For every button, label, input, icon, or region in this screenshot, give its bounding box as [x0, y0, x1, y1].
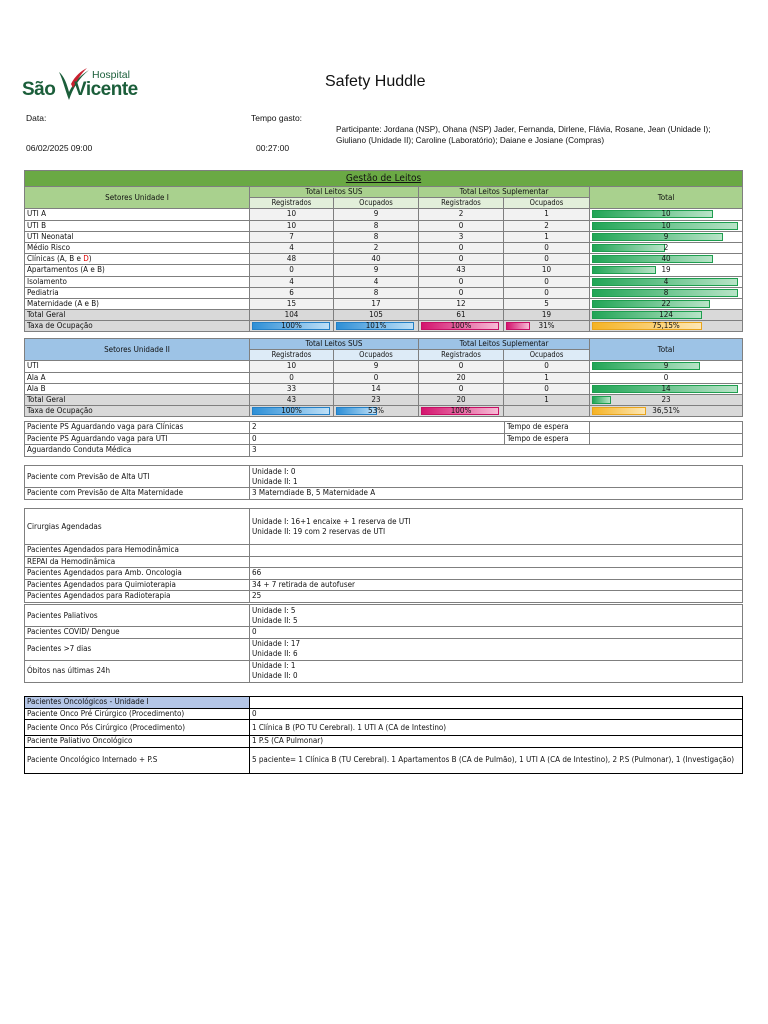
cell-sus-reg: 0 — [250, 372, 334, 383]
onco-pre-value: 0 — [250, 708, 743, 720]
sector-row — [25, 383, 743, 394]
conduta-label: Aguardando Conduta Médica — [25, 445, 250, 457]
sus-header: Total Leitos SUS — [250, 187, 419, 198]
sector-name: Ala B — [25, 383, 250, 394]
sus-header: Total Leitos SUS — [250, 339, 419, 350]
cell-sup-oc: 5 — [504, 298, 590, 309]
radioterapia-value: 25 — [250, 591, 743, 603]
bar-cell — [590, 372, 743, 383]
obitos-label: Óbitos nas últimas 24h — [25, 660, 250, 682]
bar-value: 101% — [365, 321, 387, 331]
cell-sus-oc: 8 — [334, 287, 419, 298]
registrados-header: Registrados — [250, 350, 334, 361]
registrados-header: Registrados — [419, 350, 504, 361]
sector-name: Ala A — [25, 372, 250, 383]
sector-row — [25, 265, 743, 276]
cell-sup-oc: 1 — [504, 372, 590, 383]
data-value: 06/02/2025 09:00 — [26, 143, 93, 153]
bar-cell — [590, 220, 743, 231]
oncologicos-header: Pacientes Oncológicos - Unidade I — [25, 697, 250, 709]
logo-vicente-text: Vicente — [74, 79, 138, 100]
sector-name-text: Clínicas (A, B e D) — [27, 254, 92, 264]
bar-cell — [590, 298, 743, 309]
suplementar-header: Total Leitos Suplementar — [419, 339, 590, 350]
sector-name: UTI Neonatal — [25, 231, 250, 242]
gestao-leitos-title: Gestão de Leitos — [25, 171, 743, 187]
bar-cell — [590, 406, 743, 417]
alta-maternidade-value: 3 Materndiade B, 5 Maternidade A — [250, 488, 743, 500]
bar-value: 10 — [661, 220, 671, 230]
tempo-espera-value — [590, 433, 743, 445]
tempo-espera-label: Tempo de espera — [505, 422, 590, 434]
cell-sup-reg: 0 — [419, 276, 504, 287]
sector-row — [25, 231, 743, 242]
alta-uti-label: Paciente com Previsão de Alta UTI — [25, 466, 250, 488]
bar-value: 31% — [538, 321, 555, 331]
obitos-value — [250, 660, 743, 682]
bar-value: 75,15% — [652, 321, 680, 331]
sector-name: Pediatria — [25, 287, 250, 298]
info-table-3 — [24, 508, 743, 603]
cell-sus-oc: 14 — [334, 383, 419, 394]
total-sus-oc: 105 — [334, 310, 419, 321]
sector-row — [25, 220, 743, 231]
taxa-ocupacao-row — [25, 321, 743, 332]
bar-value: 9 — [663, 231, 669, 241]
cell-sus-oc: 9 — [334, 361, 419, 372]
bar-value: 23 — [661, 395, 671, 405]
total-sus-oc: 23 — [334, 394, 419, 405]
obitos-line-2: Unidade II: 0 — [252, 671, 298, 680]
sete-dias-line-1: Unidade I: 17 — [252, 639, 301, 648]
registrados-header: Registrados — [250, 198, 334, 209]
cell-sus-reg: 33 — [250, 383, 334, 394]
ocupados-header: Ocupados — [504, 350, 590, 361]
ps-uti-label: Paciente PS Aguardando vaga para UTI — [25, 433, 250, 445]
cell-sup-reg: 0 — [419, 383, 504, 394]
cell-sus-reg: 15 — [250, 298, 334, 309]
cell-sus-oc: 9 — [334, 209, 419, 220]
bar-value: 14 — [661, 383, 671, 393]
tempo-espera-value — [590, 422, 743, 434]
alta-maternidade-label: Paciente com Previsão de Alta Maternidade — [25, 488, 250, 500]
onco-pos-value: 1 Clínica B (PO TU Cerebral). 1 UTI A (CA de Intestino) — [250, 720, 743, 736]
sector-name: Maternidade (A e B) — [25, 298, 250, 309]
bar-cell — [504, 406, 590, 417]
logo-hospital-text: Hospital — [92, 69, 130, 81]
cell-sus-oc: 0 — [334, 372, 419, 383]
bar-cell — [590, 276, 743, 287]
hemodinamica-value — [250, 545, 743, 557]
bar-value: 0 — [663, 372, 669, 382]
covid-value: 0 — [250, 627, 743, 639]
total-sup-oc: 1 — [504, 394, 590, 405]
logo-sao-text: São — [22, 79, 56, 100]
cirurgias-line-2: Unidade II: 19 com 2 reservas de UTI — [252, 526, 386, 536]
ps-clinicas-value: 2 — [250, 422, 505, 434]
cirurgias-value — [250, 509, 743, 545]
cell-sup-oc: 0 — [504, 254, 590, 265]
sector-name — [25, 254, 250, 265]
ps-uti-value: 0 — [250, 433, 505, 445]
bar-cell — [590, 242, 743, 253]
sector-name: Isolamento — [25, 276, 250, 287]
page-title: Safety Huddle — [325, 73, 426, 90]
cell-sup-reg: 0 — [419, 220, 504, 231]
onco-paliativo-value: 1 P.S (CA Pulmonar) — [250, 736, 743, 748]
total-sup-reg: 20 — [419, 394, 504, 405]
cell-sup-reg: 0 — [419, 254, 504, 265]
sector-row — [25, 209, 743, 220]
bar-value: 4 — [663, 276, 669, 286]
cell-sus-reg: 48 — [250, 254, 334, 265]
onco-paliativo-label: Paciente Paliativo Oncológico — [25, 736, 250, 748]
bar-cell — [590, 231, 743, 242]
alta-uti-line-2: Unidade II: 1 — [252, 476, 298, 486]
quimioterapia-value: 34 + 7 retirada de autofuser — [250, 579, 743, 591]
bar-cell — [590, 361, 743, 372]
ocupados-header: Ocupados — [334, 350, 419, 361]
cell-sup-reg: 12 — [419, 298, 504, 309]
cirurgias-line-1: Unidade I: 16+1 encaixe + 1 reserva de UTI — [252, 516, 411, 526]
sete-dias-label: Pacientes >7 dias — [25, 638, 250, 660]
bar-value: 100% — [450, 321, 472, 331]
tempo-value: 00:27:00 — [256, 143, 290, 153]
total-sup-oc: 19 — [504, 310, 590, 321]
cell-sup-oc: 0 — [504, 276, 590, 287]
cell-sus-reg: 4 — [250, 242, 334, 253]
info-table-2 — [24, 465, 743, 500]
ocupados-header: Ocupados — [504, 198, 590, 209]
bar-value: 53% — [368, 406, 384, 416]
cell-sup-reg: 3 — [419, 231, 504, 242]
onco-pos-label: Paciente Onco Pós Cirúrgico (Procedimento) — [25, 720, 250, 736]
setores-unidade-2-header: Setores Unidade II — [25, 339, 250, 361]
cell-sup-oc: 2 — [504, 220, 590, 231]
alta-uti-line-1: Unidade I: 0 — [252, 466, 296, 476]
total-header: Total — [590, 339, 743, 361]
bar-value: 2 — [663, 243, 669, 253]
hospital-logo — [22, 66, 144, 102]
total-geral-row — [25, 310, 743, 321]
paliativos-line-1: Unidade I: 5 — [252, 605, 296, 615]
cell-sup-reg: 2 — [419, 209, 504, 220]
sector-row — [25, 372, 743, 383]
sector-row — [25, 254, 743, 265]
covid-label: Pacientes COVID/ Dengue — [25, 627, 250, 639]
amb-oncologia-label: Pacientes Agendados para Amb. Oncologia — [25, 568, 250, 580]
cell-sus-oc: 4 — [334, 276, 419, 287]
sector-row — [25, 287, 743, 298]
participants-text: Participante: Jordana (NSP), Ohana (NSP) Jader, Fernanda, Dirlene, Flávia, Rosane, Jean (Unidade I); Giuliano (Unidade II); Caroline (Laboratório); Daiane e Josiane (Compras) — [336, 125, 711, 145]
total-sus-reg: 104 — [250, 310, 334, 321]
ps-clinicas-label: Paciente PS Aguardando vaga para Clínicas — [25, 422, 250, 434]
onco-internado-value: 5 paciente= 1 Clínica B (TU Cerebral). 1 Apartamentos B (CA de Pulmão), 1 UTI A (CA de Intestino), 2 P.S (Pulmonar), 1 (Investigação) — [250, 747, 743, 773]
paliativos-label: Pacientes Paliativos — [25, 605, 250, 627]
bar-cell — [334, 406, 419, 417]
taxa-ocupacao-row — [25, 406, 743, 417]
cell-sup-reg: 43 — [419, 265, 504, 276]
cell-sus-oc: 8 — [334, 231, 419, 242]
bar-cell — [590, 310, 743, 321]
obitos-line-1: Unidade I: 1 — [252, 661, 296, 670]
bar-value: 19 — [661, 265, 671, 275]
bar-cell — [590, 287, 743, 298]
total-geral-label: Total Geral — [25, 310, 250, 321]
sector-name: UTI A — [25, 209, 250, 220]
total-geral-label: Total Geral — [25, 394, 250, 405]
alta-uti-value — [250, 466, 743, 488]
ocupados-header: Ocupados — [334, 198, 419, 209]
cell-sup-reg: 0 — [419, 361, 504, 372]
cell-sus-reg: 10 — [250, 220, 334, 231]
oncologicos-table — [24, 696, 743, 774]
cell-sus-oc: 17 — [334, 298, 419, 309]
cell-sus-reg: 10 — [250, 361, 334, 372]
taxa-ocupacao-label: Taxa de Ocupação — [25, 406, 250, 417]
bar-cell — [419, 321, 504, 332]
bar-cell — [590, 209, 743, 220]
bar-value: 8 — [663, 287, 669, 297]
cell-sus-reg: 7 — [250, 231, 334, 242]
total-sus-reg: 43 — [250, 394, 334, 405]
quimioterapia-label: Pacientes Agendados para Quimioterapia — [25, 579, 250, 591]
cell-sus-oc: 2 — [334, 242, 419, 253]
sete-dias-value — [250, 638, 743, 660]
bar-cell — [590, 321, 743, 332]
cell-sup-oc: 0 — [504, 383, 590, 394]
cell-sup-oc: 0 — [504, 287, 590, 298]
onco-internado-label: Paciente Oncológico Internado + P.S — [25, 747, 250, 773]
cell-sus-oc: 8 — [334, 220, 419, 231]
taxa-ocupacao-label: Taxa de Ocupação — [25, 321, 250, 332]
bar-value: 100% — [281, 321, 302, 331]
sector-name: Médio Risco — [25, 242, 250, 253]
sector-row — [25, 361, 743, 372]
cell-sus-reg: 6 — [250, 287, 334, 298]
cell-sup-oc: 0 — [504, 361, 590, 372]
data-label: Data: — [26, 113, 47, 123]
total-geral-row — [25, 394, 743, 405]
bar-value: 22 — [661, 298, 671, 308]
gestao-leitos-unidade-1-table — [24, 170, 743, 332]
total-sup-reg: 61 — [419, 310, 504, 321]
sector-row — [25, 298, 743, 309]
setores-unidade-1-header: Setores Unidade I — [25, 187, 250, 209]
suplementar-header: Total Leitos Suplementar — [419, 187, 590, 198]
bar-cell — [504, 321, 590, 332]
cell-sup-reg: 0 — [419, 242, 504, 253]
sector-row — [25, 242, 743, 253]
bar-cell — [334, 321, 419, 332]
hemodinamica-label: Pacientes Agendados para Hemodinâmica — [25, 545, 250, 557]
sector-name: UTI B — [25, 220, 250, 231]
conduta-value: 3 — [250, 445, 743, 457]
bar-value: 36,51% — [652, 406, 680, 416]
info-table-4 — [24, 604, 743, 683]
sete-dias-line-2: Unidade II: 6 — [252, 649, 298, 658]
cell-sus-oc: 9 — [334, 265, 419, 276]
bar-cell — [590, 265, 743, 276]
repai-label: REPAI da Hemodinâmica — [25, 556, 250, 568]
bar-value: 124 — [659, 310, 673, 320]
repai-value — [250, 556, 743, 568]
bar-value: 100% — [450, 406, 472, 416]
bar-value: 100% — [281, 406, 302, 416]
cell-sup-oc: 0 — [504, 242, 590, 253]
cell-sus-reg: 10 — [250, 209, 334, 220]
bar-cell — [250, 406, 334, 417]
registrados-header: Registrados — [419, 198, 504, 209]
bar-cell — [590, 254, 743, 265]
bar-cell — [590, 383, 743, 394]
onco-pre-label: Paciente Onco Pré Cirúrgico (Procedimento) — [25, 708, 250, 720]
cell-sup-oc: 1 — [504, 231, 590, 242]
bar-cell — [419, 406, 504, 417]
cell-sup-oc: 1 — [504, 209, 590, 220]
bar-cell — [590, 394, 743, 405]
tempo-label: Tempo gasto: — [251, 113, 303, 123]
cell-sup-reg: 0 — [419, 287, 504, 298]
cell-sus-oc: 40 — [334, 254, 419, 265]
sector-name: Apartamentos (A e B) — [25, 265, 250, 276]
paliativos-line-2: Unidade II: 5 — [252, 615, 298, 625]
bar-value: 9 — [663, 361, 669, 371]
cell-sus-reg: 0 — [250, 265, 334, 276]
total-header: Total — [590, 187, 743, 209]
info-table — [24, 421, 743, 457]
cell-sup-reg: 20 — [419, 372, 504, 383]
cell-sus-reg: 4 — [250, 276, 334, 287]
sector-name: UTI — [25, 361, 250, 372]
sector-row — [25, 276, 743, 287]
paliativos-value — [250, 605, 743, 627]
tempo-espera-label: Tempo de espera — [505, 433, 590, 445]
bar-value: 10 — [661, 209, 671, 219]
bar-value: 40 — [661, 254, 671, 264]
amb-oncologia-value: 66 — [250, 568, 743, 580]
oncologicos-header-blank — [250, 697, 743, 709]
radioterapia-label: Pacientes Agendados para Radioterapia — [25, 591, 250, 603]
bar-cell — [250, 321, 334, 332]
cirurgias-label: Cirurgias Agendadas — [25, 509, 250, 545]
gestao-leitos-unidade-2-table — [24, 338, 743, 417]
cell-sup-oc: 10 — [504, 265, 590, 276]
